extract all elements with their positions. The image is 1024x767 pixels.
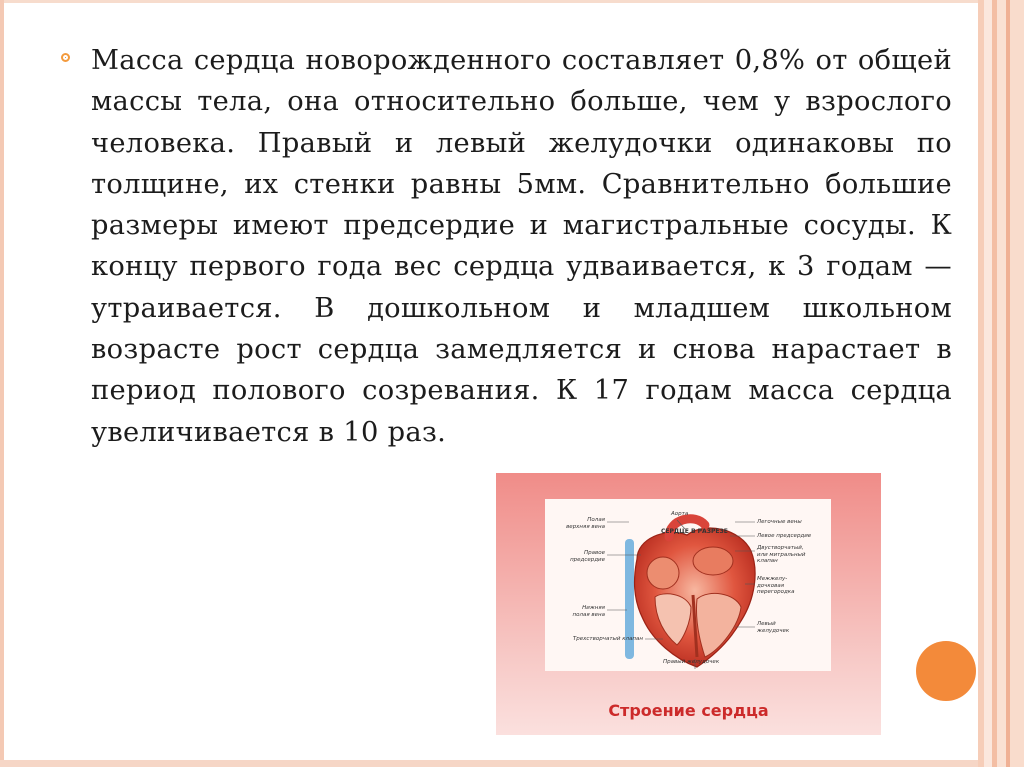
diagram-title: СЕРДЦЕ В РАЗРЕЗЕ <box>661 528 728 535</box>
label-pulmonary-veins: Легочные вены <box>757 519 802 525</box>
heart-diagram-figure <box>496 473 881 735</box>
frame-top-border <box>0 0 990 3</box>
label-left-ventricle: Левый желудочек <box>757 621 790 634</box>
figure-caption: Строение сердца <box>608 701 769 720</box>
label-mitral-valve: Двустворчатый, или митральный клапан <box>757 545 806 564</box>
label-inferior-vena-cava: Нижняя полая вена <box>572 605 605 618</box>
heart-diagram-panel <box>545 499 831 671</box>
heart-shape <box>635 528 756 667</box>
label-tricuspid-valve: Трехстворчатый клапан <box>572 636 643 642</box>
label-right-atrium: Правое предсердие <box>570 550 605 563</box>
left-ventricle-shape <box>696 593 741 657</box>
label-left-atrium: Левое предсердие <box>757 533 812 539</box>
frame-left-border <box>0 0 4 767</box>
decorative-circle <box>916 641 976 701</box>
frame-bottom-border <box>0 760 1024 767</box>
left-atrium-shape <box>693 547 733 575</box>
label-superior-vena-cava: Полая верхняя вена <box>566 517 605 530</box>
label-right-ventricle: Правый желудочек <box>663 659 720 665</box>
bullet-icon <box>61 53 70 62</box>
decorative-stripes <box>978 0 1024 767</box>
body-paragraph: Масса сердца новорожденного составляет 0,8% от общей массы тела, она относительно больше, чем у взрослого человека. Правый и левый желудочки одинаковы по толщине, их стенки равны 5мм. Сравнительно большие размеры имеют предсердие и магистральные сосуды. К концу первого года вес сердца удваивается, к 3 годам — утраивается. В дошкольном и младшем школьном возрасте рост сердца замедляется и снова нарастает в период полового созревания. К 17 годам масса сердца увеличивается в 10 раз. <box>91 45 952 448</box>
label-aorta: Аорта <box>671 511 689 517</box>
label-septum: Межжелу- дочковая перегородка <box>757 576 795 595</box>
right-atrium-shape <box>647 557 679 589</box>
